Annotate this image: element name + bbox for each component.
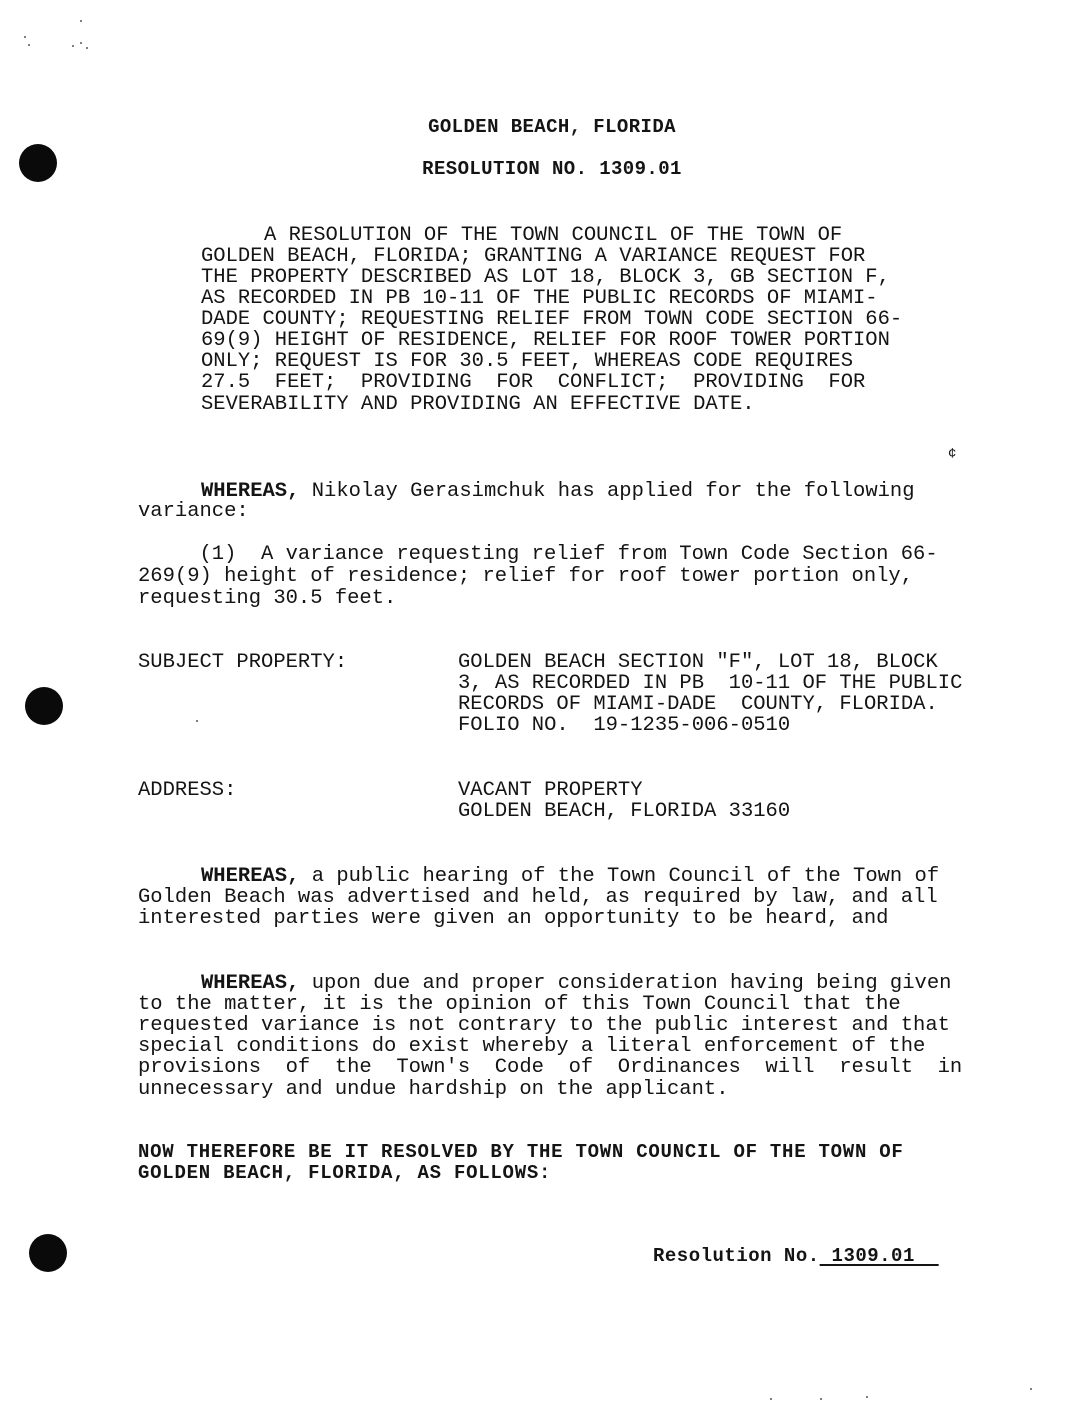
- resolved-line: NOW THEREFORE BE IT RESOLVED BY THE TOWN COUNCIL OF THE TOWN OF: [138, 1141, 904, 1163]
- address-line: VACANT PROPERTY: [458, 779, 643, 802]
- whereas-keyword: WHEREAS,: [201, 972, 300, 995]
- abstract-line: SEVERABILITY AND PROVIDING AN EFFECTIVE DATE.: [201, 393, 755, 416]
- stray-mark: ¢: [948, 446, 957, 462]
- whereas-line: interested parties were given an opportunity to be heard, and: [138, 907, 889, 930]
- abstract-line: AS RECORDED IN PB 10-11 OF THE PUBLIC RECORDS OF MIAMI-: [201, 287, 878, 310]
- whereas-line: Golden Beach was advertised and held, as required by law, and all: [138, 886, 938, 909]
- whereas-line: provisions of the Town's Code of Ordinances will result in: [138, 1056, 963, 1079]
- whereas-text: upon due and proper consideration having being given: [299, 972, 952, 995]
- abstract-line: ONLY; REQUEST IS FOR 30.5 FEET, WHEREAS CODE REQUIRES: [201, 350, 854, 373]
- whereas-line: requested variance is not contrary to the public interest and that: [138, 1014, 950, 1037]
- footer-label: Resolution No.: [653, 1245, 820, 1267]
- variance-line: (1) A variance requesting relief from Town Code Section 66-: [138, 543, 938, 566]
- folio-number: FOLIO NO. 19-1235-006-0510: [458, 714, 791, 737]
- abstract-line: GOLDEN BEACH, FLORIDA; GRANTING A VARIANCE REQUEST FOR: [201, 245, 866, 268]
- punch-hole-middle: [25, 687, 63, 725]
- whereas-line: [201, 866, 939, 888]
- whereas-keyword: WHEREAS,: [201, 480, 300, 503]
- address-line: GOLDEN BEACH, FLORIDA 33160: [458, 800, 791, 823]
- city-heading: GOLDEN BEACH, FLORIDA: [428, 116, 676, 138]
- footer-number: 1309.01: [819, 1245, 939, 1267]
- subject-property-label: SUBJECT PROPERTY:: [138, 651, 348, 674]
- punch-hole-bottom: [29, 1234, 67, 1272]
- variance-line: 269(9) height of residence; relief for roof tower portion only,: [138, 565, 914, 588]
- abstract-line: A RESOLUTION OF THE TOWN COUNCIL OF THE TOWN OF: [264, 224, 843, 247]
- whereas-line: variance:: [138, 500, 249, 523]
- resolution-title: RESOLUTION NO. 1309.01: [422, 158, 682, 180]
- resolved-line: GOLDEN BEACH, FLORIDA, AS FOLLOWS:: [138, 1162, 552, 1184]
- whereas-text: a public hearing of the Town Council of the Town of: [299, 865, 940, 888]
- address-label: ADDRESS:: [138, 779, 237, 802]
- whereas-keyword: WHEREAS,: [201, 865, 300, 888]
- variance-line: requesting 30.5 feet.: [138, 587, 397, 610]
- whereas-line: to the matter, it is the opinion of this Town Council that the: [138, 993, 901, 1016]
- abstract-line: THE PROPERTY DESCRIBED AS LOT 18, BLOCK 3, GB SECTION F,: [201, 266, 890, 289]
- subject-property-line: RECORDS OF MIAMI-DADE COUNTY, FLORIDA.: [458, 693, 938, 716]
- whereas-line: [201, 481, 915, 503]
- abstract-line: 27.5 FEET; PROVIDING FOR CONFLICT; PROVIDING FOR: [201, 371, 866, 394]
- whereas-line: special conditions do exist whereby a literal enforcement of the: [138, 1035, 926, 1058]
- abstract-line: DADE COUNTY; REQUESTING RELIEF FROM TOWN CODE SECTION 66-: [201, 308, 903, 331]
- subject-property-line: 3, AS RECORDED IN PB 10-11 OF THE PUBLIC: [458, 672, 963, 695]
- footer-resolution-number: [653, 1246, 939, 1268]
- whereas-text: Nikolay Gerasimchuk has applied for the following: [299, 480, 915, 503]
- whereas-line: unnecessary and undue hardship on the applicant.: [138, 1078, 729, 1101]
- subject-property-line: GOLDEN BEACH SECTION "F", LOT 18, BLOCK: [458, 651, 938, 674]
- abstract-line: 69(9) HEIGHT OF RESIDENCE, RELIEF FOR ROOF TOWER PORTION: [201, 329, 890, 352]
- whereas-line: [201, 973, 951, 995]
